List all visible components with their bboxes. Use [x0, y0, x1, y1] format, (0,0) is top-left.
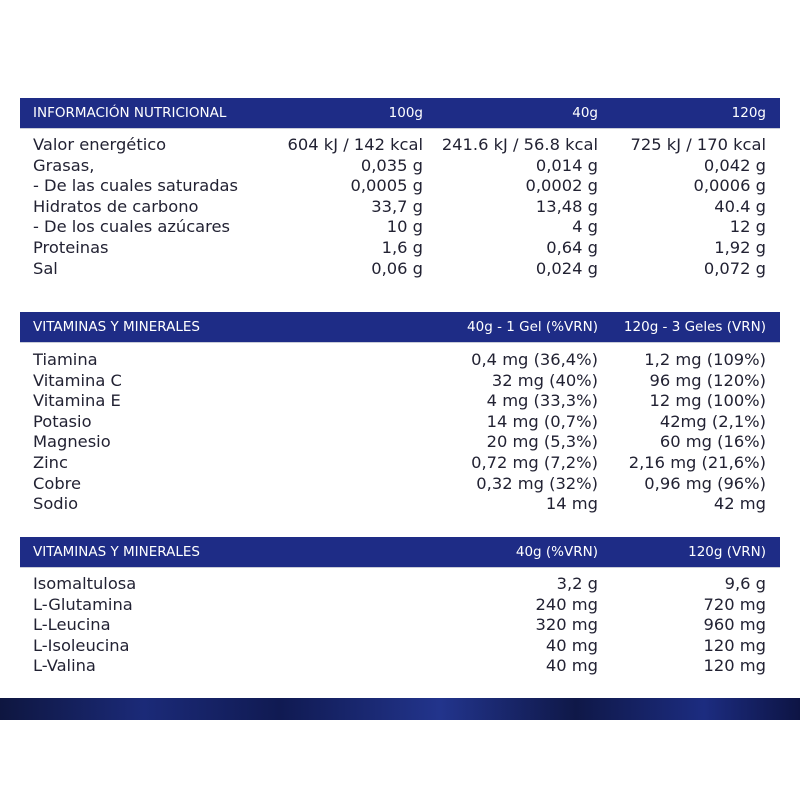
row-value-c1: 14 mg	[545, 494, 598, 514]
nutrition-header-120g: 120g	[731, 105, 766, 121]
row-label: Zinc	[33, 452, 68, 472]
row-value-c1: 32 mg (40%)	[491, 370, 598, 390]
row-value-c2: 9,6 g	[724, 574, 766, 593]
row-value-c1: 20 mg (5,3%)	[486, 432, 598, 452]
row-label: - De las cuales saturadas	[33, 176, 239, 196]
row-value-c3: 12 g	[729, 217, 766, 237]
row-label: Potasio	[33, 411, 92, 431]
aminoacids-table	[20, 537, 780, 677]
nutrition-header	[20, 98, 780, 129]
table-row	[20, 412, 780, 433]
nutrition-header-title: INFORMACIÓN NUTRICIONAL	[33, 105, 227, 121]
row-value-c2: 0,64 g	[546, 237, 598, 257]
row-label: Valor energético	[33, 135, 167, 154]
row-label: L-Glutamina	[33, 594, 133, 614]
row-value-c2: 0,0002 g	[525, 176, 598, 196]
row-value-c1: 3,2 g	[556, 574, 598, 593]
row-value-c3: 0,042 g	[703, 155, 766, 175]
row-value-c1: 10 g	[386, 217, 423, 237]
row-value-c2: 120 mg	[703, 656, 766, 676]
table-row	[20, 453, 780, 474]
row-value-c2: 13,48 g	[535, 196, 598, 216]
row-value-c1: 14 mg (0,7%)	[486, 411, 598, 431]
aminoacids-header	[20, 537, 780, 568]
row-label: L-Leucina	[33, 615, 111, 635]
nutrition-header-100g: 100g	[388, 105, 423, 121]
row-value-c2: 96 mg (120%)	[649, 370, 766, 390]
row-value-c1: 0,32 mg (32%)	[476, 473, 598, 493]
row-value-c2: 0,014 g	[535, 155, 598, 175]
row-label: Vitamina C	[33, 370, 122, 390]
row-value-c3: 0,072 g	[703, 258, 766, 278]
vitamins-header-1gel: 40g - 1 Gel (%VRN)	[467, 319, 598, 335]
row-value-c1: 0,4 mg (36,4%)	[471, 350, 598, 369]
row-value-c2: 1,2 mg (109%)	[644, 350, 766, 369]
vitamins-header-title: VITAMINAS Y MINERALES	[33, 319, 200, 335]
row-label: L-Isoleucina	[33, 635, 130, 655]
row-value-c1: 33,7 g	[371, 196, 423, 216]
row-value-c1: 40 mg	[545, 635, 598, 655]
table-row	[20, 636, 780, 657]
decorative-bottom-band	[0, 698, 800, 720]
vitamins-rows	[20, 350, 780, 515]
row-label: Hidratos de carbono	[33, 196, 199, 216]
row-value-c3: 40.4 g	[714, 196, 766, 216]
row-value-c2: 960 mg	[703, 615, 766, 635]
row-label: Vitamina E	[33, 391, 121, 411]
table-row	[20, 432, 780, 453]
table-row	[20, 595, 780, 616]
table-row	[20, 156, 780, 177]
row-label: Grasas,	[33, 155, 95, 175]
row-label: Sodio	[33, 494, 79, 514]
row-value-c2: 12 mg (100%)	[649, 391, 766, 411]
aminoacids-header-40g: 40g (%VRN)	[515, 544, 598, 560]
table-row	[20, 656, 780, 677]
row-label: Proteinas	[33, 237, 109, 257]
row-value-c1: 240 mg	[535, 594, 598, 614]
row-value-c2: 241.6 kJ / 56.8 kcal	[441, 135, 598, 154]
row-value-c2: 120 mg	[703, 635, 766, 655]
row-label: L-Valina	[33, 656, 96, 676]
row-value-c1: 40 mg	[545, 656, 598, 676]
row-label: Sal	[33, 258, 58, 278]
table-row	[20, 474, 780, 495]
table-row	[20, 391, 780, 412]
row-value-c2: 2,16 mg (21,6%)	[628, 452, 766, 472]
row-value-c1: 320 mg	[535, 615, 598, 635]
table-row	[20, 135, 780, 156]
table-row	[20, 259, 780, 280]
row-label: Cobre	[33, 473, 82, 493]
table-row	[20, 615, 780, 636]
row-value-c2: 42 mg	[713, 494, 766, 514]
row-value-c1: 1,6 g	[381, 237, 423, 257]
row-value-c1: 0,72 mg (7,2%)	[471, 452, 598, 472]
row-value-c2: 0,96 mg (96%)	[644, 473, 766, 493]
row-value-c2: 42mg (2,1%)	[659, 411, 766, 431]
row-label: - De los cuales azúcares	[33, 217, 230, 237]
row-value-c1: 4 mg (33,3%)	[486, 391, 598, 411]
table-row	[20, 350, 780, 371]
table-row	[20, 574, 780, 595]
vitamins-header	[20, 312, 780, 343]
row-value-c1: 0,06 g	[371, 258, 423, 278]
row-label: Magnesio	[33, 432, 111, 452]
row-value-c2: 720 mg	[703, 594, 766, 614]
vitamins-table	[20, 312, 780, 515]
row-value-c2: 4 g	[572, 217, 598, 237]
table-row	[20, 197, 780, 218]
aminoacids-header-120g: 120g (VRN)	[688, 544, 766, 560]
nutrition-table	[20, 98, 780, 279]
row-value-c2: 0,024 g	[535, 258, 598, 278]
row-label: Isomaltulosa	[33, 574, 137, 593]
row-value-c1: 604 kJ / 142 kcal	[287, 135, 423, 154]
row-value-c3: 0,0006 g	[693, 176, 766, 196]
row-value-c3: 1,92 g	[714, 237, 766, 257]
row-label: Tiamina	[33, 350, 98, 369]
nutrition-rows	[20, 135, 780, 279]
row-value-c2: 60 mg (16%)	[659, 432, 766, 452]
aminoacids-rows	[20, 574, 780, 677]
table-row	[20, 494, 780, 515]
nutrition-header-40g: 40g	[572, 105, 598, 121]
table-row	[20, 217, 780, 238]
aminoacids-header-title: VITAMINAS Y MINERALES	[33, 544, 200, 560]
table-row	[20, 371, 780, 392]
vitamins-header-3geles: 120g - 3 Geles (VRN)	[623, 319, 766, 335]
row-value-c3: 725 kJ / 170 kcal	[630, 135, 766, 154]
table-row	[20, 238, 780, 259]
row-value-c1: 0,035 g	[360, 155, 423, 175]
row-value-c1: 0,0005 g	[350, 176, 423, 196]
table-row	[20, 176, 780, 197]
